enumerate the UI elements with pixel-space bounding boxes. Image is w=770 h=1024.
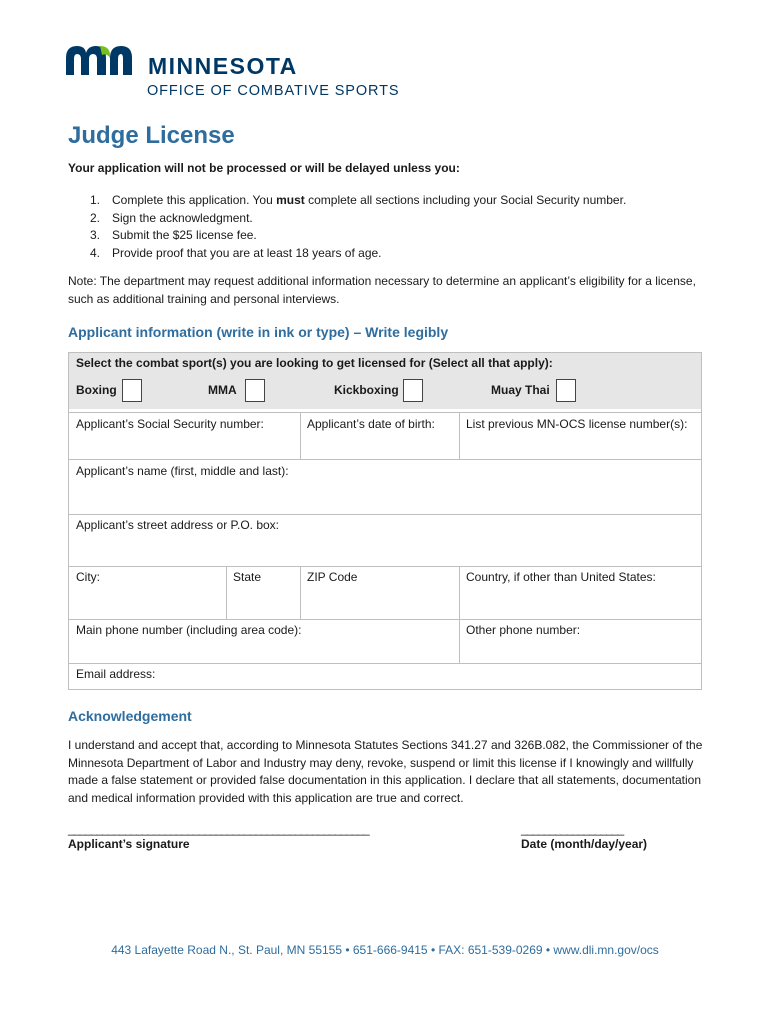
page-title: Judge License bbox=[68, 122, 235, 149]
office-name: OFFICE OF COMBATIVE SPORTS bbox=[147, 83, 400, 99]
list-item: 4. Provide proof that you are at least 18 years of age. bbox=[90, 245, 382, 260]
previous-license-field[interactable]: List previous MN-OCS license number(s): bbox=[466, 417, 688, 431]
email-field[interactable]: Email address: bbox=[76, 667, 156, 681]
state-field[interactable]: State bbox=[233, 570, 262, 584]
mma-label: MMA bbox=[208, 383, 237, 397]
date-label: Date (month/day/year) bbox=[521, 837, 648, 851]
acknowledgement-text: I understand and accept that, according to Minnesota Statutes Sections 341.27 and 326B.082, the Commissioner of the Minnesota Department of Labor and Industry may deny, revoke, suspend or limit this license if I knowingly and willfully made a false statement or provided false documentation in this application. I declare that all statements, documentation and medical information provided with this application are true and correct. bbox=[68, 738, 703, 805]
note-text: Note: The department may request additional information necessary to determine an applicant’s eligibility for a license, such as additional training and personal interviews. bbox=[68, 274, 696, 306]
dob-field[interactable]: Applicant’s date of birth: bbox=[307, 417, 435, 431]
zip-field[interactable]: ZIP Code bbox=[307, 570, 358, 584]
mma-checkbox[interactable] bbox=[245, 379, 265, 402]
boxing-label: Boxing bbox=[76, 383, 117, 397]
minnesota-logo-mark-icon bbox=[66, 44, 134, 76]
intro-text: Your application will not be processed or will be delayed unless you: bbox=[68, 161, 460, 175]
main-phone-field[interactable]: Main phone number (including area code): bbox=[76, 623, 302, 637]
muay-thai-label: Muay Thai bbox=[491, 383, 550, 397]
date-line[interactable]: __________________ bbox=[521, 822, 624, 836]
boxing-checkbox[interactable] bbox=[122, 379, 142, 402]
applicant-form bbox=[68, 352, 702, 690]
list-item: 1. Complete this application. You must complete all sections including your Social Security number. bbox=[90, 193, 627, 207]
list-item: 3. Submit the $25 license fee. bbox=[90, 228, 257, 242]
country-field[interactable]: Country, if other than United States: bbox=[466, 570, 656, 584]
city-field[interactable]: City: bbox=[76, 570, 100, 584]
kickboxing-checkbox[interactable] bbox=[403, 379, 423, 402]
muay-thai-checkbox[interactable] bbox=[556, 379, 576, 402]
ssn-field[interactable]: Applicant’s Social Security number: bbox=[76, 417, 264, 431]
sport-prompt: Select the combat sport(s) you are looking to get licensed for (Select all that apply): bbox=[76, 356, 553, 370]
other-phone-field[interactable]: Other phone number: bbox=[466, 623, 581, 637]
acknowledgement-heading: Acknowledgement bbox=[68, 708, 192, 724]
footer-contact: 443 Lafayette Road N., St. Paul, MN 55155 • 651-666-9415 • FAX: 651-539-0269 • www.dli.mn.gov/ocs bbox=[111, 943, 659, 957]
list-item: 2. Sign the acknowledgment. bbox=[90, 210, 253, 225]
instruction-list bbox=[68, 192, 626, 262]
kickboxing-label: Kickboxing bbox=[334, 383, 399, 397]
logo-wordmark: MINNESOTA bbox=[148, 53, 298, 79]
name-field[interactable]: Applicant’s name (first, middle and last): bbox=[76, 464, 289, 478]
signature-line[interactable]: _____________________________________________________ bbox=[68, 822, 369, 836]
applicant-info-heading: Applicant information (write in ink or type) – Write legibly bbox=[68, 324, 449, 340]
signature-label: Applicant’s signature bbox=[68, 837, 190, 851]
address-field[interactable]: Applicant’s street address or P.O. box: bbox=[76, 518, 279, 532]
